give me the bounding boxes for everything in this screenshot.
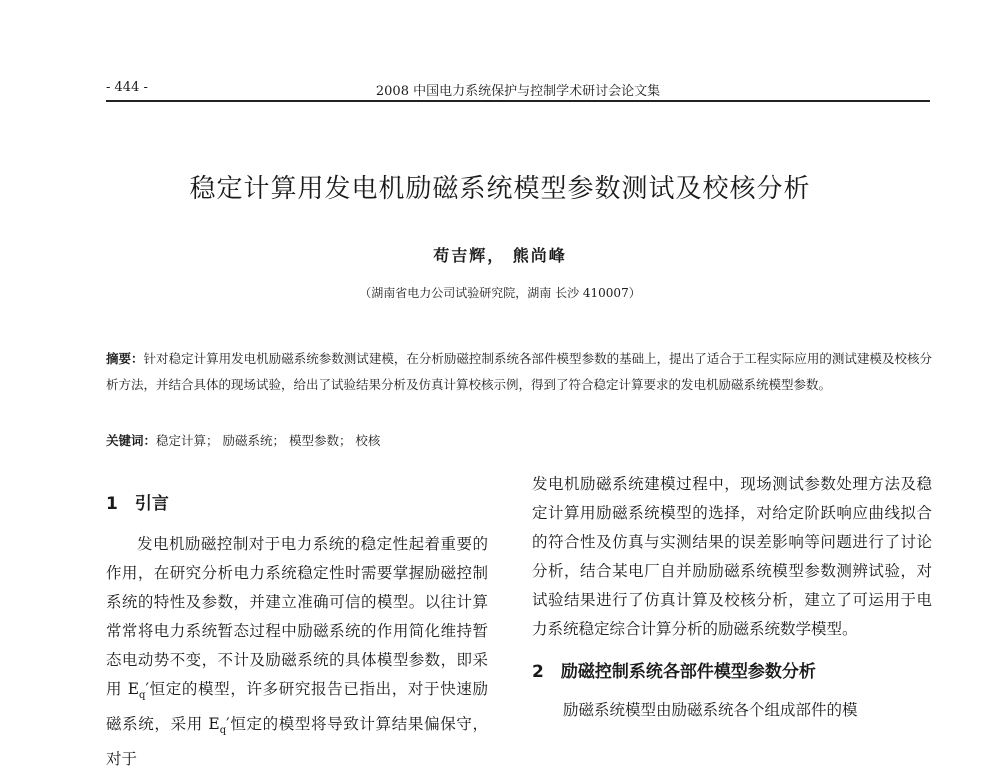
author-affiliation: （湖南省电力公司试验研究院，湖南 长沙 410007） (359, 286, 641, 300)
section-1-text-c: ′恒定的模型将导致计算结果偏保守，对于 (106, 715, 488, 769)
section-1-text-b: ′恒定的模型，许多研究报告已指出，对于快速励磁系统，采用 E (106, 680, 488, 734)
abstract-label: 摘要： (106, 351, 144, 366)
keywords-text: 稳定计算； 励磁系统； 模型参数； 校核 (156, 433, 381, 448)
section-1-text-a: 发电机励磁控制对于电力系统的稳定性起着重要的作用，在研究分析电力系统稳定性时需要掌握励磁控制系统的特性及参数，并建立准确可信的模型。以往计算常常将电力系统暂态过程中励磁系统的作用简化维持暂态电动势不变，不计及励磁系统的具体模型参数，即采用 E (106, 535, 488, 698)
continued-paragraph: 发电机励磁系统建模过程中，现场测试参数处理方法及稳定计算用励磁系统模型的选择，对给定阶跃响应曲线拟合的符合性及仿真与实测结果的误差影响等问题进行了讨论分析，结合某电厂自并励励磁系统模型参数测辨试验，对试验结果进行了仿真计算及校核分析，建立了可运用于电力系统稳定综合计算分析的励磁系统数学模型。 (532, 475, 932, 638)
section-2-paragraph: 励磁系统模型由励磁系统各个组成部件的模 (563, 701, 858, 719)
subscript-q: q (139, 690, 146, 702)
keywords (106, 428, 932, 454)
abstract (106, 346, 932, 398)
subscript-q: q (219, 725, 227, 737)
keywords-label: 关键词： (106, 433, 157, 448)
paper-title: 稳定计算用发电机励磁系统模型参数测试及校核分析 (189, 174, 811, 204)
right-column (532, 470, 932, 725)
journal-title: 2008 中国电力系统保护与控制学术研讨会论文集 (375, 84, 661, 99)
paper-authors: 苟吉辉， 熊尚峰 (433, 246, 567, 265)
running-header (106, 78, 930, 102)
page-number: - 444 - (106, 80, 148, 95)
abstract-text: 针对稳定计算用发电机励磁系统参数测试建模，在分析励磁控制系统各部件模型参数的基础上，提出了适合于工程实际应用的测试建模及校核分析方法，并结合具体的现场试验，给出了试验结果分析及仿真计算校核示例，得到了符合稳定计算要求的发电机励磁系统模型参数。 (106, 351, 932, 392)
section-1-paragraph (106, 530, 488, 774)
section-1-heading: 1 引言 (106, 494, 169, 514)
section-2-heading: 2 励磁控制系统各部件模型参数分析 (532, 662, 816, 682)
left-column (106, 470, 488, 774)
